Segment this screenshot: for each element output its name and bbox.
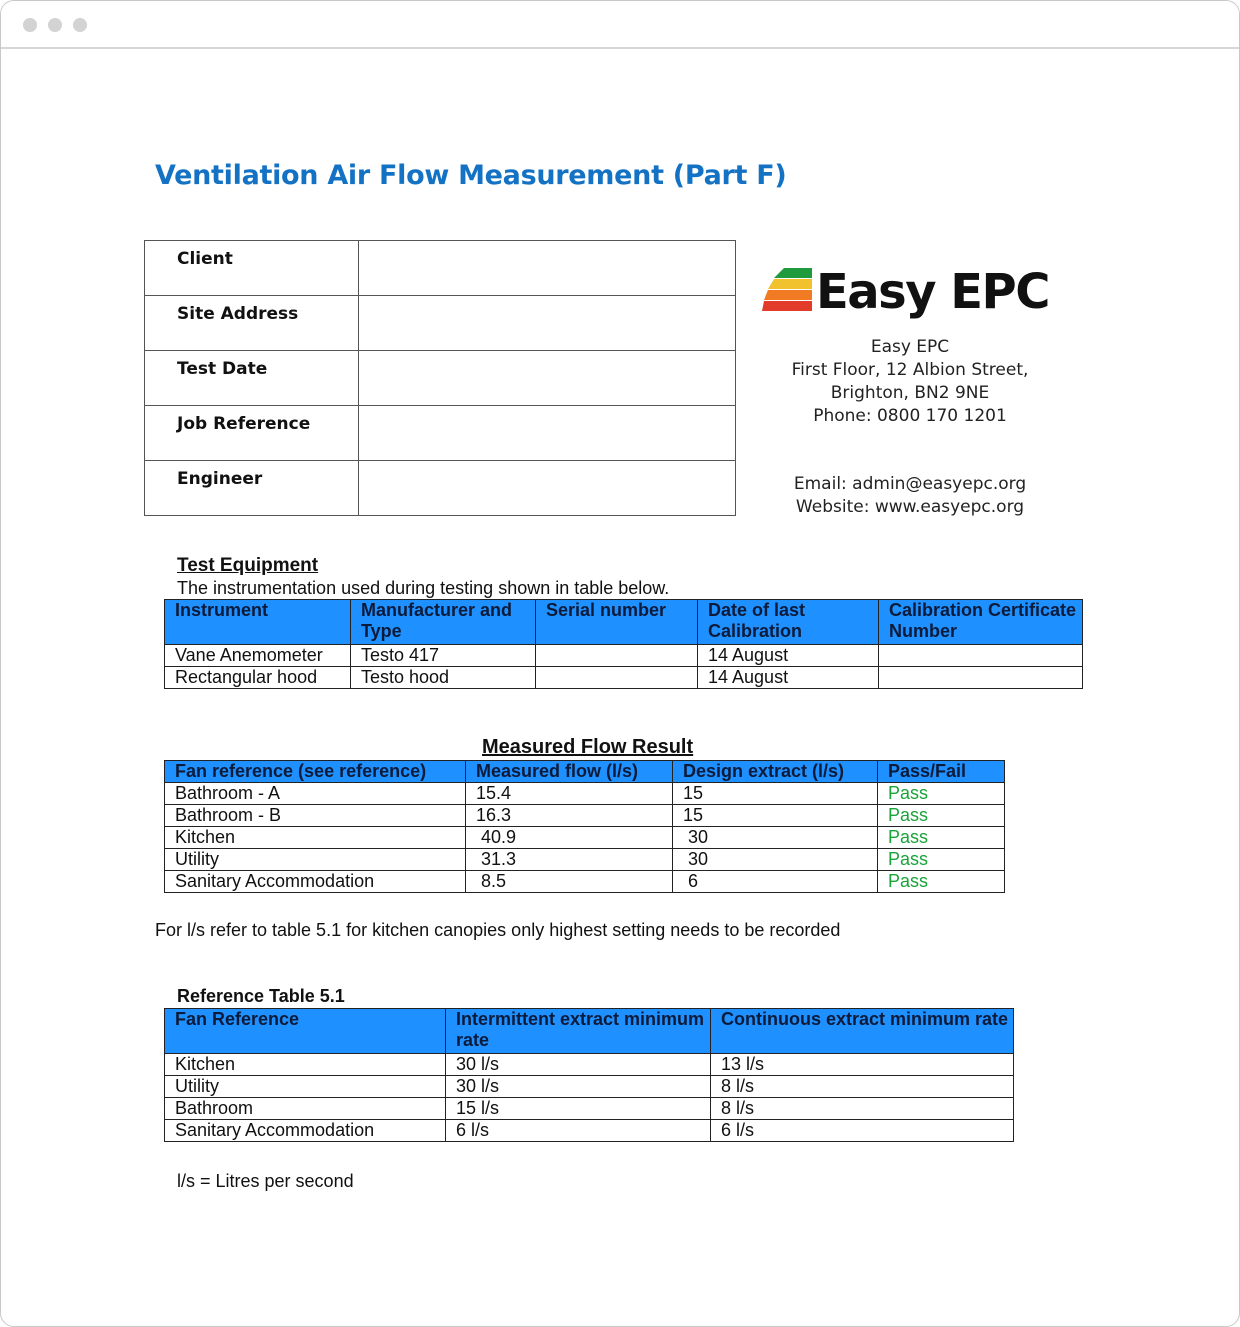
table-cell: 6: [673, 871, 878, 893]
table-cell: Vane Anemometer: [165, 645, 351, 667]
table-cell: 15.4: [466, 783, 673, 805]
table-row: [165, 849, 1005, 871]
table-cell: 15 l/s: [446, 1098, 711, 1120]
table-cell: 6 l/s: [711, 1120, 1014, 1142]
pass-fail-cell: Pass: [878, 783, 1005, 805]
test-equipment-heading: Test Equipment: [177, 555, 319, 576]
logo-text: Easy EPC: [816, 264, 1049, 320]
reference-table: [164, 1008, 1014, 1142]
table-cell: 15: [673, 805, 878, 827]
table-header-cell: Design extract (l/s): [673, 761, 878, 783]
info-form: [144, 240, 736, 516]
table-cell: 8 l/s: [711, 1098, 1014, 1120]
table-header-row: [165, 761, 1005, 783]
table-row: [165, 1120, 1014, 1142]
table-cell: Rectangular hood: [165, 667, 351, 689]
table-header-cell: Instrument: [165, 600, 351, 645]
table-cell: 14 August: [698, 667, 879, 689]
table-cell: Kitchen: [165, 1054, 446, 1076]
table-cell: Kitchen: [165, 827, 466, 849]
form-label-test-date: Test Date: [145, 351, 359, 406]
form-value-site-address[interactable]: [359, 296, 736, 351]
table-row: [165, 827, 1005, 849]
company-contact-block: [760, 473, 1060, 519]
table-row: [165, 783, 1005, 805]
table-cell: [879, 667, 1083, 689]
table-header-cell: Manufacturer and Type: [351, 600, 536, 645]
flow-result-note: For l/s refer to table 5.1 for kitchen canopies only highest setting needs to be recorded: [155, 920, 841, 940]
table-cell: Utility: [165, 849, 466, 871]
table-header-cell: Fan reference (see reference): [165, 761, 466, 783]
table-header-cell: Calibration Certificate Number: [879, 600, 1083, 645]
table-cell: 15: [673, 783, 878, 805]
test-equipment-description: The instrumentation used during testing shown in table below.: [177, 578, 670, 598]
table-cell: Utility: [165, 1076, 446, 1098]
document-title: Ventilation Air Flow Measurement (Part F): [155, 160, 787, 191]
company-name: Easy EPC: [870, 337, 950, 357]
table-cell: 40.9: [466, 827, 673, 849]
form-value-engineer[interactable]: [359, 461, 736, 516]
form-value-job-reference[interactable]: [359, 406, 736, 461]
table-header-cell: Intermittent extract minimum rate: [446, 1009, 711, 1054]
table-row: [165, 1076, 1014, 1098]
form-label-job-reference: Job Reference: [145, 406, 359, 461]
table-cell: 6 l/s: [446, 1120, 711, 1142]
table-cell: Testo 417: [351, 645, 536, 667]
pass-fail-cell: Pass: [878, 849, 1005, 871]
flow-result-table: [164, 760, 1005, 893]
table-cell: [879, 645, 1083, 667]
table-cell: Bathroom - B: [165, 805, 466, 827]
table-cell: Bathroom: [165, 1098, 446, 1120]
company-website[interactable]: Website: www.easyepc.org: [795, 497, 1025, 517]
table-row: [165, 645, 1083, 667]
form-label-client: Client: [145, 241, 359, 296]
table-cell: 30: [673, 849, 878, 871]
form-value-client[interactable]: [359, 241, 736, 296]
table-header-cell: Serial number: [536, 600, 698, 645]
table-cell: 30: [673, 827, 878, 849]
pass-fail-cell: Pass: [878, 871, 1005, 893]
flow-result-heading: Measured Flow Result: [482, 736, 694, 758]
company-logo: [762, 262, 1072, 322]
table-cell: Sanitary Accommodation: [165, 1120, 446, 1142]
table-header-cell: Measured flow (l/s): [466, 761, 673, 783]
table-cell: [536, 645, 698, 667]
table-cell: 14 August: [698, 645, 879, 667]
table-row: [165, 871, 1005, 893]
equipment-table: [164, 599, 1083, 689]
table-cell: 8 l/s: [711, 1076, 1014, 1098]
table-cell: Sanitary Accommodation: [165, 871, 466, 893]
form-row: [145, 351, 736, 406]
pass-fail-cell: Pass: [878, 805, 1005, 827]
company-phone: Phone: 0800 170 1201: [813, 406, 1007, 426]
table-row: [165, 1054, 1014, 1076]
form-label-site-address: Site Address: [145, 296, 359, 351]
table-row: [165, 667, 1083, 689]
table-header-row: [165, 600, 1083, 645]
table-cell: Bathroom - A: [165, 783, 466, 805]
form-value-test-date[interactable]: [359, 351, 736, 406]
table-header-cell: Fan Reference: [165, 1009, 446, 1054]
form-row: [145, 461, 736, 516]
units-footnote: l/s = Litres per second: [177, 1171, 354, 1191]
table-row: [165, 1098, 1014, 1120]
table-header-cell: Continuous extract minimum rate: [711, 1009, 1014, 1054]
company-address-line: Brighton, BN2 9NE: [830, 383, 990, 403]
form-row: [145, 241, 736, 296]
form-row: [145, 296, 736, 351]
form-label-engineer: Engineer: [145, 461, 359, 516]
table-cell: 13 l/s: [711, 1054, 1014, 1076]
table-cell: 16.3: [466, 805, 673, 827]
table-row: [165, 805, 1005, 827]
logo-stripes-icon: [762, 268, 814, 314]
table-cell: 30 l/s: [446, 1054, 711, 1076]
table-cell: 31.3: [466, 849, 673, 871]
table-cell: 8.5: [466, 871, 673, 893]
company-address-block: [760, 336, 1060, 428]
table-cell: 30 l/s: [446, 1076, 711, 1098]
table-cell: Testo hood: [351, 667, 536, 689]
company-email[interactable]: Email: admin@easyepc.org: [793, 474, 1027, 494]
table-header-cell: Date of last Calibration: [698, 600, 879, 645]
table-header-row: [165, 1009, 1014, 1054]
form-row: [145, 406, 736, 461]
reference-table-heading: Reference Table 5.1: [177, 986, 345, 1006]
table-cell: [536, 667, 698, 689]
table-header-cell: Pass/Fail: [878, 761, 1005, 783]
pass-fail-cell: Pass: [878, 827, 1005, 849]
company-address-line: First Floor, 12 Albion Street,: [791, 360, 1029, 380]
